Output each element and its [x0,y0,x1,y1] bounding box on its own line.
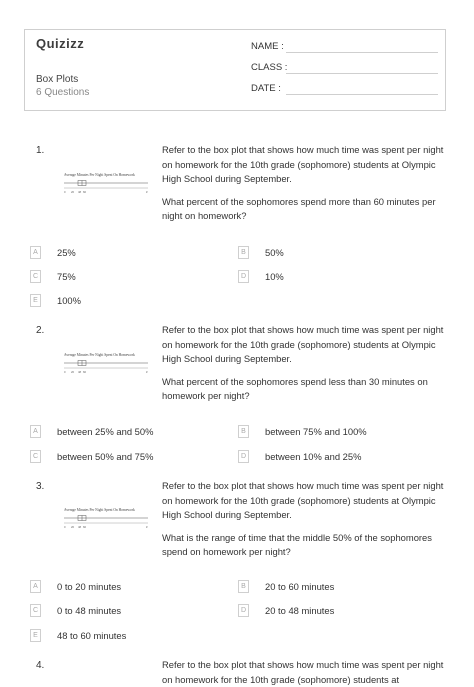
svg-text:Average Minutes Per Night Spen: Average Minutes Per Night Spent On Homework [64,173,135,177]
option-text: between 75% and 100% [265,426,367,437]
option-letter: E [30,294,41,307]
question-number: 1. [36,145,45,156]
worksheet-title: Box Plots [36,74,79,85]
date-line[interactable] [286,94,438,95]
question-prompt [162,323,446,404]
option-letter: C [30,450,41,463]
option-letter: D [238,450,249,463]
question-intro: Refer to the box plot that shows how much time was spent per night on homework for the 10th grade (sophomore) students at Olympic High School during September. [162,480,444,521]
name-line[interactable] [286,52,438,53]
option-text: between 50% and 75% [57,451,154,462]
option-letter: A [30,425,41,438]
svg-text:48: 48 [78,370,82,374]
option-text: 48 to 60 minutes [57,630,127,641]
option-text: 100% [57,295,81,306]
svg-text:Average Minutes Per Night Spen: Average Minutes Per Night Spent On Homework [64,353,135,357]
question-ask: What percent of the sophomores spend less than 30 minutes on homework per night? [162,375,428,402]
option-letter: A [30,246,41,259]
svg-text:60: 60 [83,370,87,374]
option-text: 0 to 48 minutes [57,605,122,616]
worksheet-header [24,29,446,111]
svg-text:#: # [146,525,148,529]
svg-text:0: 0 [64,190,66,194]
question-ask: What percent of the sophomores spend more than 60 minutes per night on homework? [162,195,436,222]
question-number: 3. [36,481,45,492]
option-letter: A [30,580,41,593]
svg-text:0: 0 [64,525,66,529]
svg-text:20: 20 [71,370,75,374]
class-label: CLASS : [251,62,288,73]
option-text: 50% [265,247,284,258]
svg-text:60: 60 [83,525,87,529]
svg-text:60: 60 [83,190,87,194]
option-letter: D [238,604,249,617]
option-letter: C [30,604,41,617]
name-label: NAME : [251,41,284,52]
svg-text:#: # [146,190,148,194]
svg-text:0: 0 [64,370,66,374]
option-letter: D [238,270,249,283]
question-prompt [162,658,446,687]
option-text: 25% [57,247,76,258]
option-text: 20 to 48 minutes [265,605,335,616]
option-letter: B [238,246,249,259]
svg-text:48: 48 [78,190,82,194]
option-text: 0 to 20 minutes [57,581,122,592]
box-plot-image [62,169,152,195]
option-letter: C [30,270,41,283]
question-intro: Refer to the box plot that shows how much time was spent per night on homework for the 10th grade (sophomore) students at Olympic High School during September. [162,324,444,365]
option-letter: E [30,629,41,642]
question-prompt [162,143,446,224]
question-intro: Refer to the box plot that shows how much time was spent per night on homework for the 10th grade (sophomore) students at Olympic High School during September. [162,144,444,185]
box-plot-image [62,504,152,530]
svg-text:20: 20 [71,190,75,194]
svg-text:Average Minutes Per Night Spen: Average Minutes Per Night Spent On Homework [64,508,135,512]
option-letter: B [238,580,249,593]
question-number: 2. [36,325,45,336]
svg-text:20: 20 [71,525,75,529]
option-text: 75% [57,271,76,282]
question-intro: Refer to the box plot that shows how much time was spent per night on homework for the 10th grade (sophomore) students at [162,659,444,685]
option-text: between 10% and 25% [265,451,362,462]
box-plot-image [62,349,152,375]
option-text: 10% [265,271,284,282]
class-line[interactable] [286,73,438,74]
question-number: 4. [36,660,45,671]
question-ask: What is the range of time that the middle 50% of the sophomores spend on homework per night? [162,531,432,558]
date-label: DATE : [251,83,281,94]
question-prompt [162,479,446,560]
svg-text:#: # [146,370,148,374]
option-text: between 25% and 50% [57,426,154,437]
question-count: 6 Questions [36,87,90,98]
option-letter: B [238,425,249,438]
svg-text:48: 48 [78,525,82,529]
quizizz-logo: Quizizz [36,36,85,51]
option-text: 20 to 60 minutes [265,581,335,592]
